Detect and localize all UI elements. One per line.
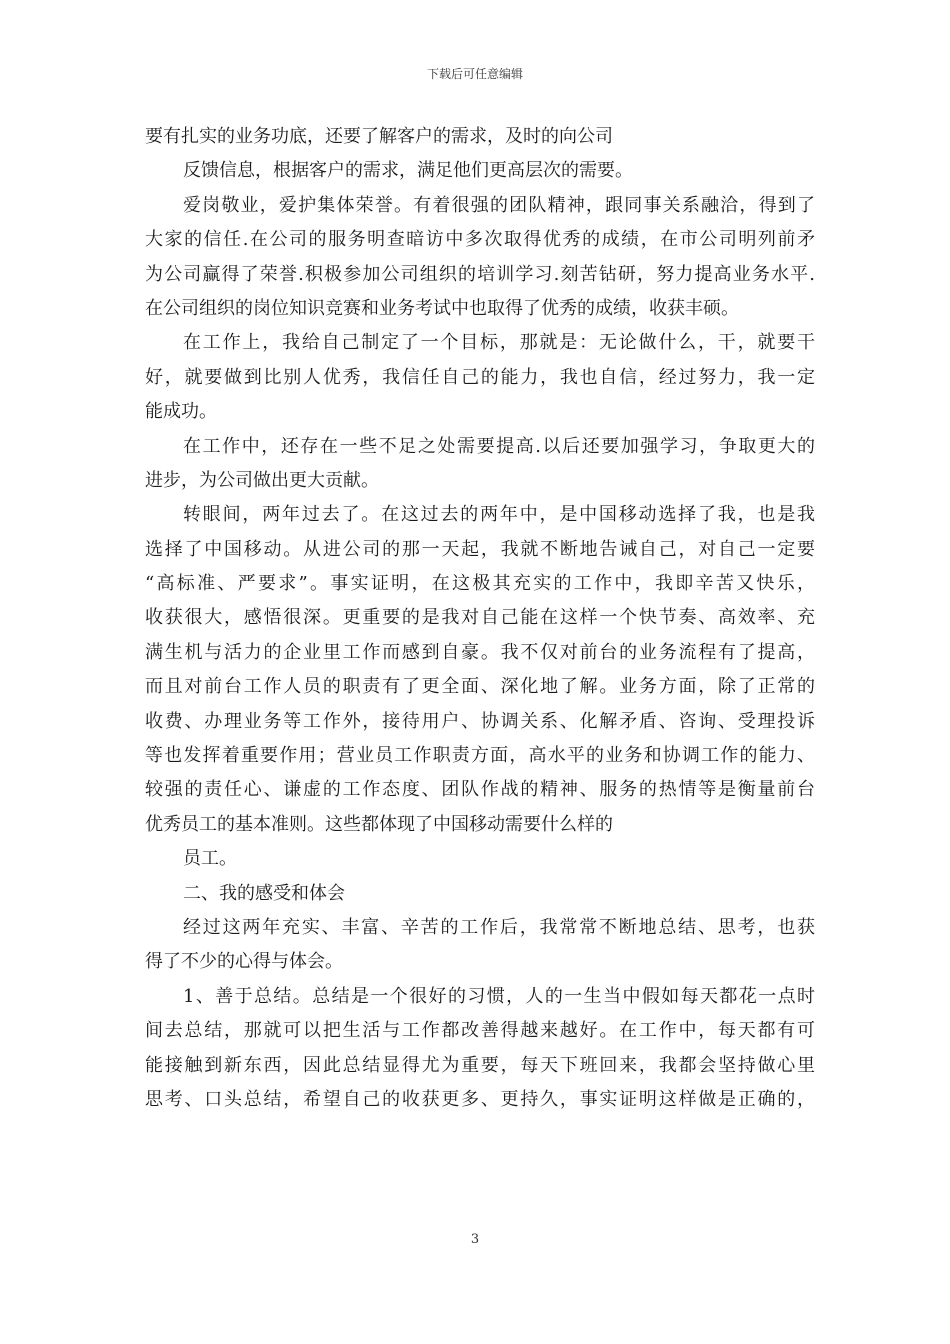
text-line: 反馈信息，根据客户的需求，满足他们更高层次的需要。 (183, 160, 633, 182)
document-body (145, 120, 815, 1117)
text-line: 而且对前台工作人员的职责有了更全面、深化地了解。业务方面，除了正常的 (145, 676, 815, 698)
text-line: 要有扎实的业务功底，还要了解客户的需求，及时的向公司 (145, 126, 613, 147)
text-line: 思考、口头总结，希望自己的收获更多、更持久，事实证明这样做是正确的， (145, 1088, 815, 1110)
text-line: 为公司赢得了荣誉.积极参加公司组织的培训学习.刻苦钻研，努力提高业务水平. (145, 263, 815, 285)
text-line: 好，就要做到比别人优秀，我信任自己的能力，我也自信，经过努力，我一定 (145, 366, 815, 388)
text-line: 能成功。 (145, 401, 217, 423)
text-line: 经过这两年充实、丰富、辛苦的工作后，我常常不断地总结、思考，也获 (183, 916, 815, 938)
text-line: 优秀员工的基本准则。这些都体现了中国移动需要什么样的 (145, 813, 613, 835)
text-line: 1、善于总结。总结是一个很好的习惯，人的一生当中假如每天都花一点时 (183, 985, 815, 1007)
text-line: 收费、办理业务等工作外，接待用户、协调关系、化解矛盾、咨询、受理投诉 (145, 710, 815, 732)
text-line: 进步，为公司做出更大贡献。 (145, 469, 379, 491)
text-line: 转眼间，两年过去了。在这过去的两年中，是中国移动选择了我，也是我 (183, 504, 815, 526)
text-line: 大家的信任.在公司的服务明查暗访中多次取得优秀的成绩，在市公司明列前矛 (145, 229, 815, 251)
text-line: 二、我的感受和体会 (183, 882, 345, 904)
text-line: 员工。 (183, 848, 237, 870)
text-line: 在工作上，我给自己制定了一个目标，那就是：无论做什么，干，就要干 (183, 332, 815, 354)
text-line: 在工作中，还存在一些不足之处需要提高.以后还要加强学习，争取更大的 (183, 435, 815, 457)
text-line: 能接触到新东西，因此总结显得尤为重要，每天下班回来，我都会坚持做心里 (145, 1054, 815, 1076)
text-line: 间去总结，那就可以把生活与工作都改善得越来越好。在工作中，每天都有可 (145, 1020, 815, 1042)
text-line: 等也发挥着重要作用；营业员工作职责方面，高水平的业务和协调工作的能力、 (145, 745, 815, 767)
page-header: 下载后可任意编辑 (426, 67, 523, 81)
text-line: 满生机与活力的企业里工作而感到自豪。我不仅对前台的业务流程有了提高， (145, 641, 815, 663)
text-line: 较强的责任心、谦虚的工作态度、团队作战的精神、服务的热情等是衡量前台 (145, 779, 815, 801)
text-line: 爱岗敬业，爱护集体荣誉。有着很强的团队精神，跟同事关系融洽，得到了 (183, 194, 815, 216)
text-line: 在公司组织的岗位知识竞赛和业务考试中也取得了优秀的成绩，收获丰硕。 (145, 297, 739, 319)
text-line: 收获很大，感悟很深。更重要的是我对自己能在这样一个快节奏、高效率、充 (145, 607, 815, 629)
text-line: 选择了中国移动。从进公司的那一天起，我就不断地告诫自己，对自己一定要 (145, 538, 815, 560)
text-line: 得了不少的心得与体会。 (145, 951, 343, 973)
page-number: 3 (470, 1232, 480, 1247)
text-line: “高标准、严要求”。事实证明，在这极其充实的工作中，我即辛苦又快乐， (145, 573, 815, 595)
